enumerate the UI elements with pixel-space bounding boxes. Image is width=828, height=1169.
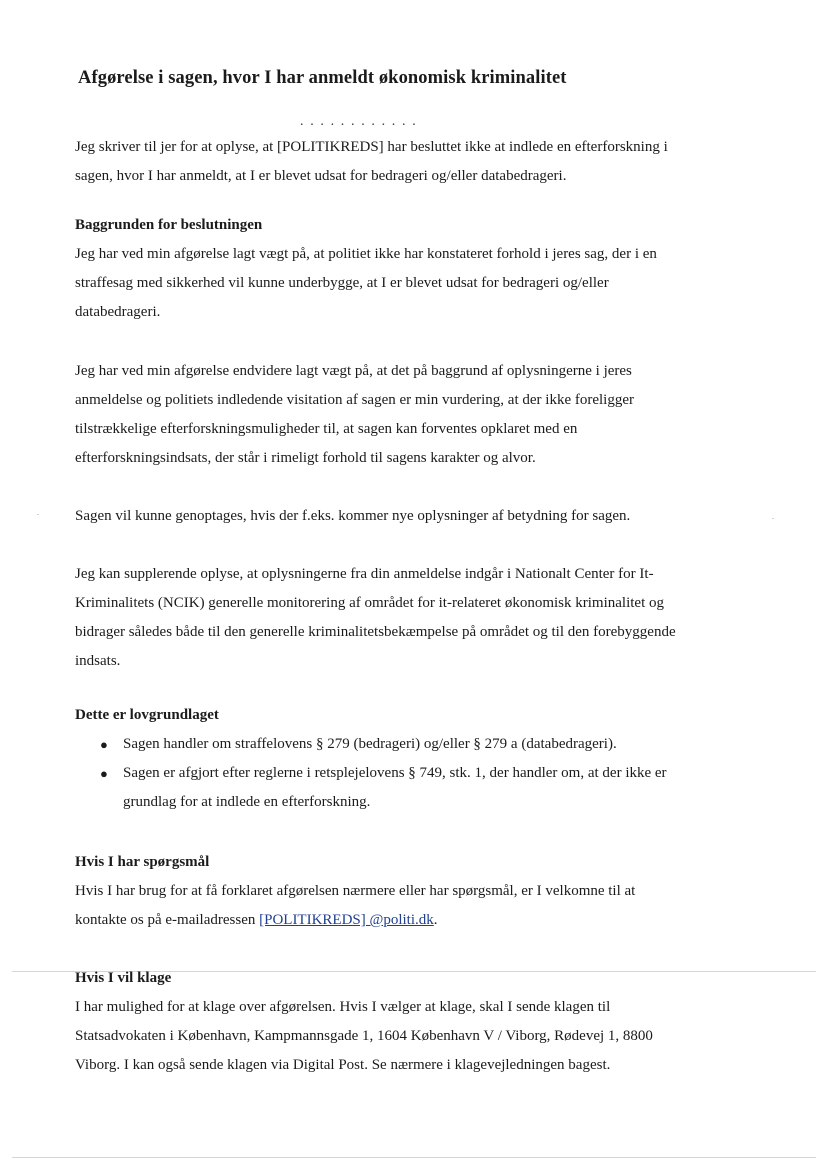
document-title: Afgørelse i sagen, hvor I har anmeldt økonomisk kriminalitet bbox=[78, 68, 567, 88]
law-item-line: grundlag for at indlede en efterforskning. bbox=[123, 794, 371, 810]
background-section bbox=[75, 211, 745, 327]
law-list-item bbox=[75, 759, 745, 817]
complaint-line: Viborg. I kan også sende klagen via Digital Post. Se nærmere i klagevejledningen bagest. bbox=[75, 1057, 611, 1073]
questions-section bbox=[75, 848, 745, 935]
background-p2-line: efterforskningsindsats, der står i rimeligt forhold til sagens karakter og alvor. bbox=[75, 450, 536, 466]
questions-contact-line bbox=[75, 906, 745, 935]
email-link[interactable]: [POLITIKREDS] @politi.dk bbox=[259, 912, 434, 928]
background-p2-line: Jeg har ved min afgørelse endvidere lagt vægt på, at det på baggrund af oplysningerne i jeres bbox=[75, 363, 632, 379]
bullet-icon: ● bbox=[100, 737, 108, 752]
law-heading: Dette er lovgrundlaget bbox=[75, 707, 219, 723]
background-p4-line: Kriminalitets (NCIK) generelle monitorering af området for it-relateret økonomisk kriminalitet og bbox=[75, 595, 664, 611]
complaint-section bbox=[75, 964, 745, 1080]
law-item-line: Sagen handler om straffelovens § 279 (bedrageri) og/eller § 279 a (databedrageri). bbox=[123, 736, 617, 752]
intro-line: Jeg skriver til jer for at oplyse, at [POLITIKREDS] har besluttet ikke at indlede en efterforskning i bbox=[75, 139, 668, 155]
background-p2-line: tilstrækkelige efterforskningsmuligheder til, at sagen kan forventes opklaret med en bbox=[75, 421, 578, 437]
background-p1-line: Jeg har ved min afgørelse lagt vægt på, at politiet ikke har konstateret forhold i jeres sag, der i en bbox=[75, 246, 657, 262]
background-p1-line: databedrageri. bbox=[75, 304, 161, 320]
background-p2 bbox=[75, 357, 745, 473]
background-p3-line: Sagen vil kunne genoptages, hvis der f.eks. kommer nye oplysninger af betydning for sagen. bbox=[75, 508, 631, 524]
bullet-icon: ● bbox=[100, 766, 108, 781]
scan-speck bbox=[37, 514, 39, 515]
complaint-heading: Hvis I vil klage bbox=[75, 970, 172, 986]
law-section bbox=[75, 701, 745, 817]
background-heading: Baggrunden for beslutningen bbox=[75, 217, 263, 233]
background-p1-line: straffesag med sikkerhed vil kunne underbygge, at I er blevet udsat for bedrageri og/eller bbox=[75, 275, 609, 291]
background-p4-line: bidrager således både til den generelle kriminalitetsbekæmpelse på området og til den forebyggende bbox=[75, 624, 676, 640]
complaint-line: Statsadvokaten i København, Kampmannsgade 1, 1604 København V / Viborg, Rødevej 1, 8800 bbox=[75, 1028, 653, 1044]
law-list-item bbox=[75, 730, 745, 759]
questions-heading: Hvis I har spørgsmål bbox=[75, 854, 210, 870]
law-item-line: Sagen er afgjort efter reglerne i retsplejelovens § 749, stk. 1, der handler om, at der ikke er bbox=[123, 765, 667, 781]
background-p4 bbox=[75, 560, 745, 676]
scan-line-bottom bbox=[12, 1157, 816, 1158]
intro-line: sagen, hvor I har anmeldt, at I er blevet udsat for bedrageri og/eller databedrageri. bbox=[75, 168, 567, 184]
background-p4-line: Jeg kan supplerende oplyse, at oplysningerne fra din anmeldelse indgår i Nationalt Center for It- bbox=[75, 566, 654, 582]
intro-paragraph bbox=[75, 133, 745, 191]
background-p2-line: anmeldelse og politiets indledende visitation af sagen er min vurdering, at der ikke foreligger bbox=[75, 392, 634, 408]
complaint-line: I har mulighed for at klage over afgørelsen. Hvis I vælger at klage, skal I sende klagen til bbox=[75, 999, 611, 1015]
signature-dots: . . . . . . . . . . . . bbox=[300, 114, 418, 129]
background-p3 bbox=[75, 502, 745, 531]
law-list bbox=[75, 730, 745, 817]
contact-suffix: . bbox=[433, 912, 438, 928]
background-p4-line: indsats. bbox=[75, 653, 121, 669]
contact-prefix: kontakte os på e-mailadressen bbox=[75, 912, 260, 928]
scan-speck bbox=[772, 518, 774, 519]
questions-line: Hvis I har brug for at få forklaret afgørelsen nærmere eller har spørgsmål, er I velkomne til at bbox=[75, 883, 636, 899]
